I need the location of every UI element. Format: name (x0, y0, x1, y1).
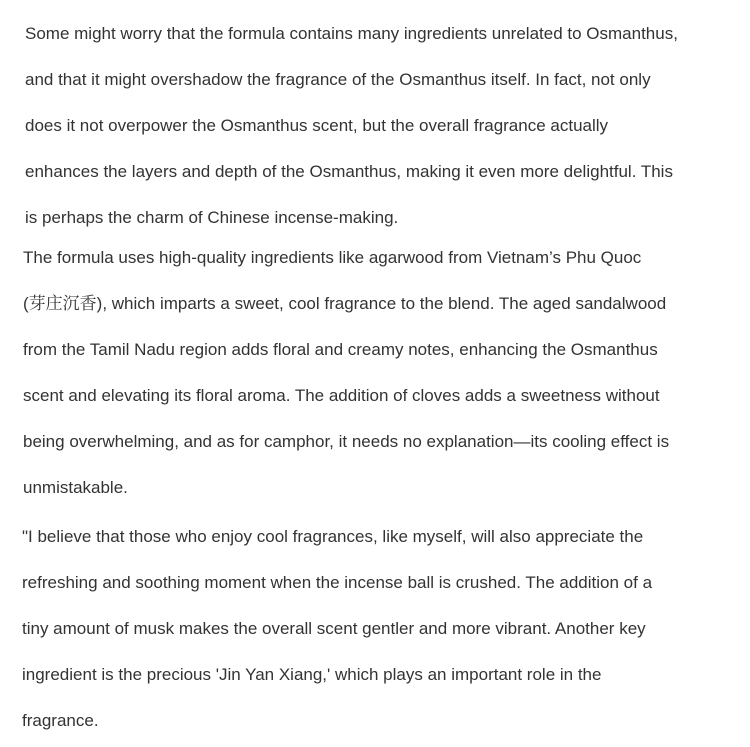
text-line: tiny amount of musk makes the overall scent gentler and more vibrant. Another key (22, 619, 646, 638)
text-line: is perhaps the charm of Chinese incense-making. (25, 208, 399, 227)
paragraph-ingredients (23, 235, 669, 511)
text-line: and that it might overshadow the fragrance of the Osmanthus itself. In fact, not only (25, 70, 651, 89)
text-line: refreshing and soothing moment when the incense ball is crushed. The addition of a (22, 573, 653, 592)
text-line: from the Tamil Nadu region adds floral and creamy notes, enhancing the Osmanthus (23, 340, 658, 359)
text-line: (芽庄沉香), which imparts a sweet, cool fragrance to the blend. The aged sandalwood (23, 294, 667, 313)
text-line: The formula uses high-quality ingredients like agarwood from Vietnam’s Phu Quoc (23, 248, 642, 267)
text-line: fragrance. (22, 711, 99, 730)
text-line: ingredient is the precious 'Jin Yan Xiang,' which plays an important role in the (22, 665, 602, 684)
text-line: being overwhelming, and as for camphor, it needs no explanation—its cooling effect is (23, 432, 670, 451)
text-line: does it not overpower the Osmanthus scent, but the overall fragrance actually (25, 116, 609, 135)
text-line: Some might worry that the formula contains many ingredients unrelated to Osmanthus, (25, 24, 678, 43)
text-line: "I believe that those who enjoy cool fragrances, like myself, will also appreciate the (22, 527, 644, 546)
text-line: enhances the layers and depth of the Osmanthus, making it even more delightful. This (25, 162, 673, 181)
text-line: unmistakable. (23, 478, 128, 497)
paragraph-osmanthus-formula (25, 11, 678, 241)
paragraph-quote (22, 514, 652, 744)
text-line: scent and elevating its floral aroma. The addition of cloves adds a sweetness without (23, 386, 660, 405)
